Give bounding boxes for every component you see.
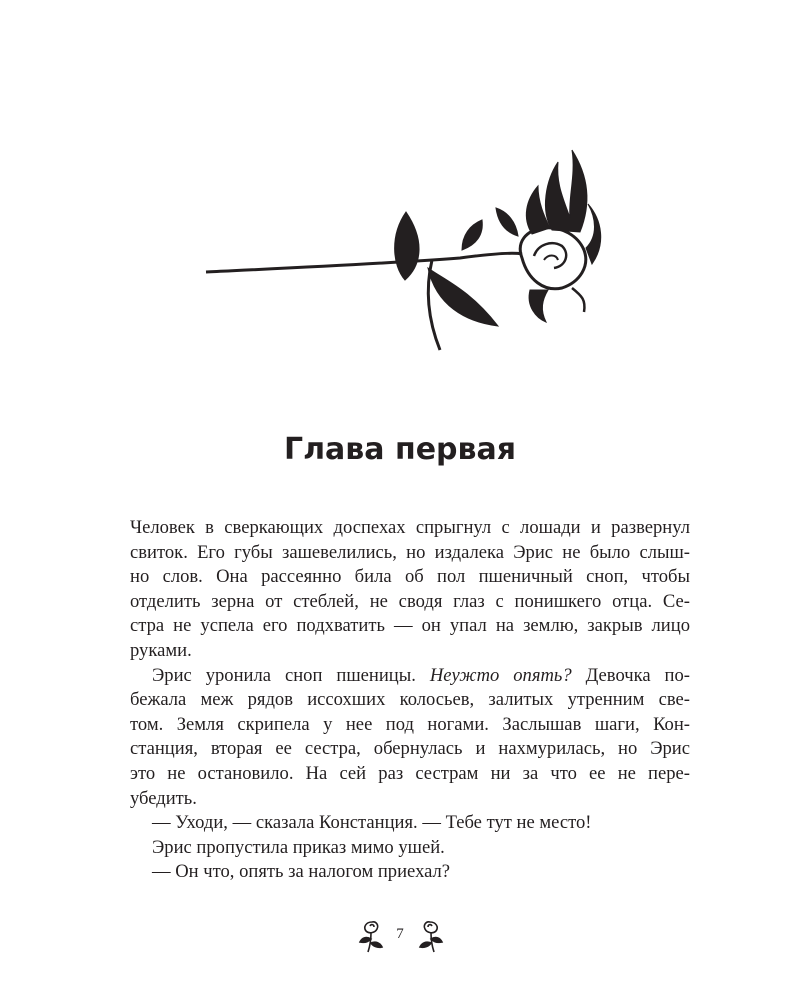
dialogue-line: — Уходи, — сказала Констанция. — Тебе тут не место! (152, 812, 592, 834)
page-number: 7 (396, 926, 404, 942)
page-footer (0, 916, 800, 956)
text-line: Человек в сверкающих доспехах спрыгнул с лошади и развернул (130, 517, 690, 538)
text-line: стра не успела его подхватить — он упал на землю, закрыв лицо (130, 615, 690, 637)
text-line: отделить зерна от стеблей, не сводя глаз с понишкего отца. Се- (130, 590, 690, 612)
text-line: руками. (130, 639, 192, 661)
italic-phrase: Неужто опять? (429, 664, 572, 686)
text-line: Эрис пропустила приказ мимо ушей. (152, 836, 445, 858)
text-line: том. Земля скрипела у нее под ногами. Заслышав шаги, Кон- (130, 713, 690, 735)
chapter-title: Глава первая (283, 432, 517, 467)
text-line: но слов. Она рассеянно била об пол пшеничный сноп, чтобы (130, 566, 690, 588)
chapter-body (130, 516, 690, 885)
text-line: свиток. Его губы зашевелились, но издалека Эрис не было слыш- (130, 541, 690, 563)
dialogue-line: — Он что, опять за налогом приехал? (152, 861, 451, 883)
text-line (130, 664, 690, 689)
small-rose-icon (416, 916, 444, 954)
rose-ornament-icon (200, 140, 610, 355)
text-line: бежала меж рядов иссохших колосьев, залитых утренним све- (130, 689, 690, 711)
text-line: убедить. (130, 787, 197, 809)
small-rose-icon (358, 916, 386, 954)
text-line: станция, вторая ее сестра, обернулась и нахмурилась, но Эрис (130, 738, 690, 760)
paragraph-start: Эрис уронила сноп пшеницы. (152, 664, 430, 686)
paragraph-start-end: Девочка по- (571, 664, 690, 686)
text-line: это не остановило. На сей раз сестрам ни за что ее не пере- (130, 762, 690, 784)
